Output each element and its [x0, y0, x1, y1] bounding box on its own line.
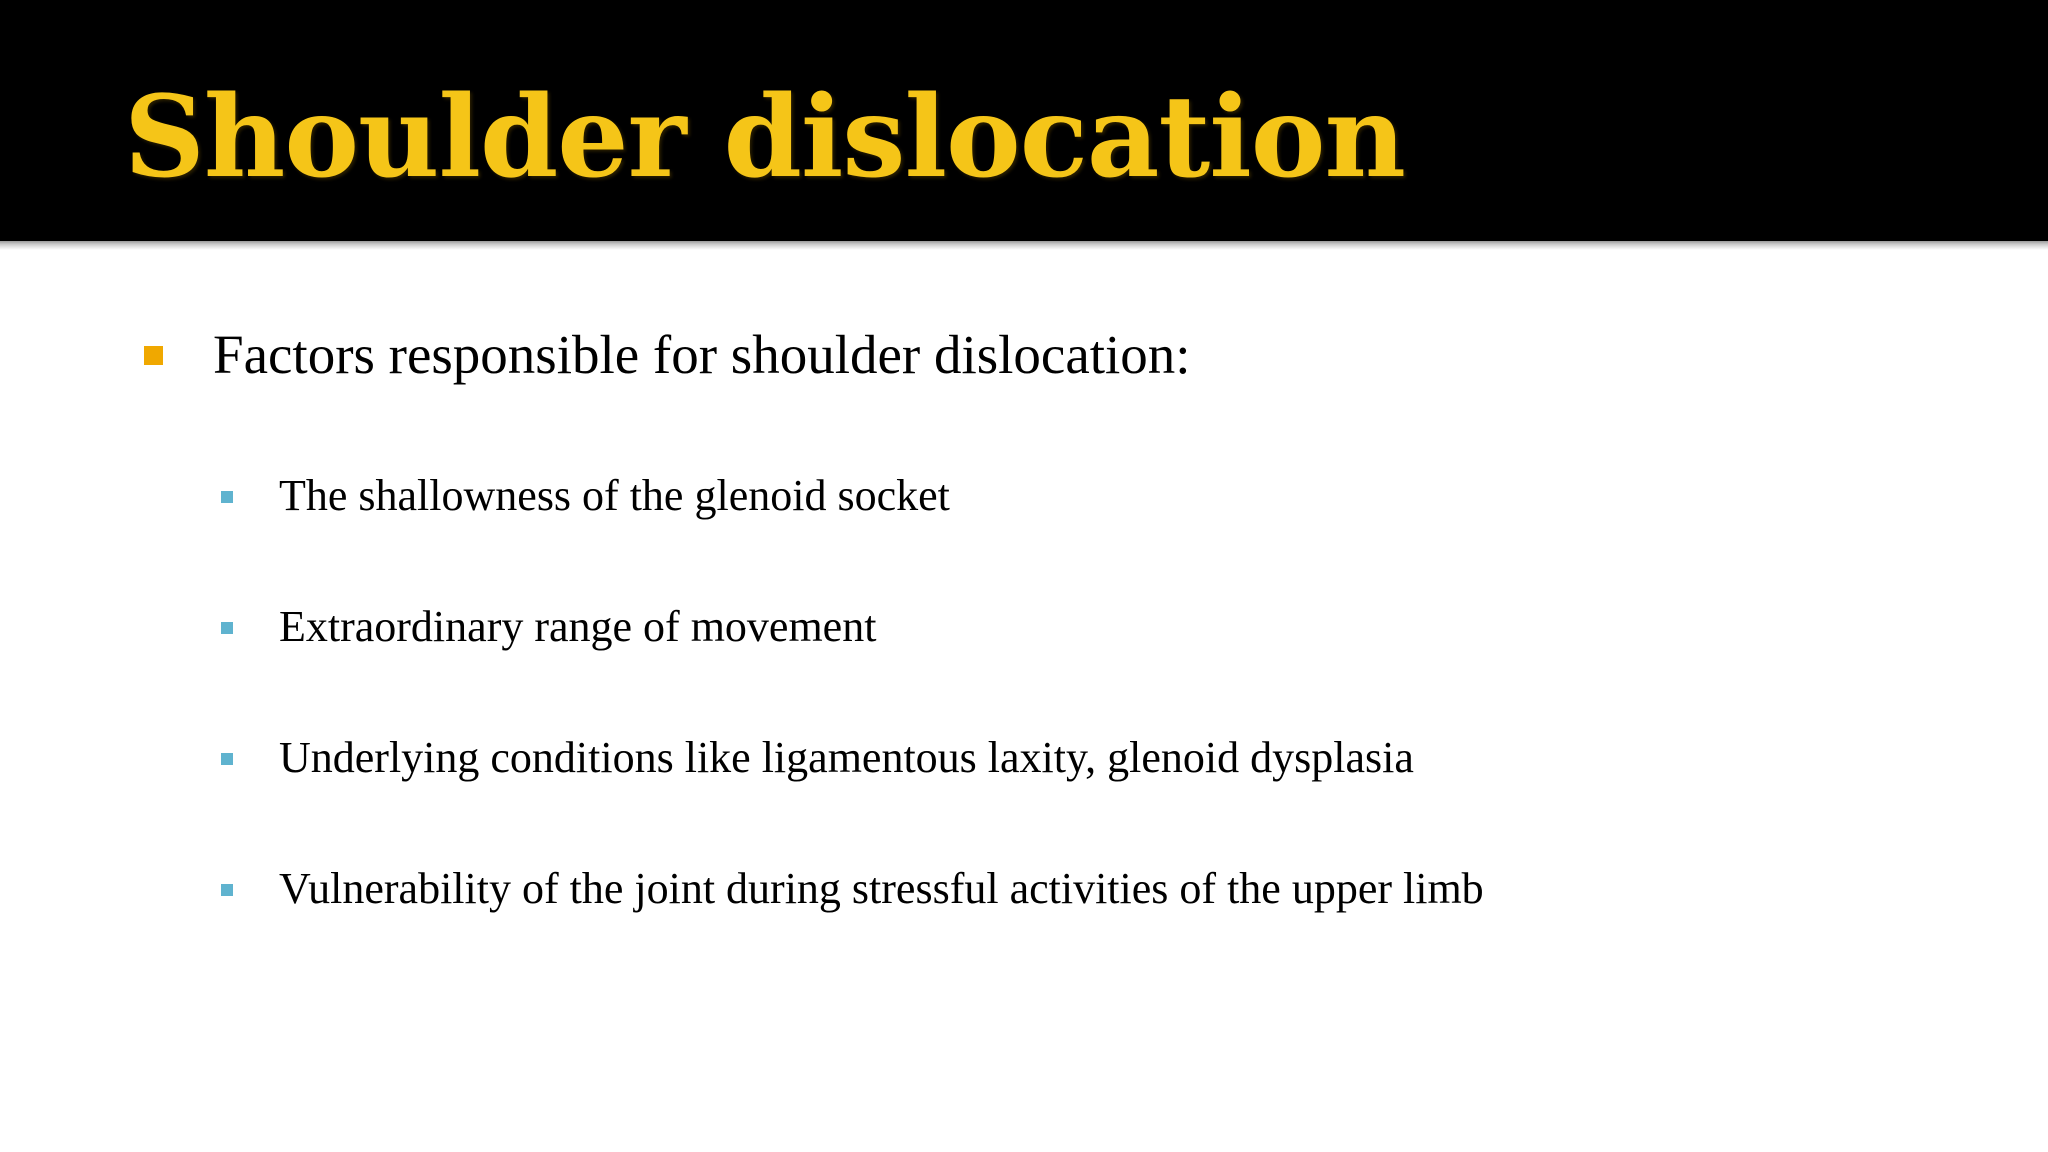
sub-bullet-text: Underlying conditions like ligamentous laxity, glenoid dysplasia	[279, 733, 1414, 782]
sub-bullet-text: Extraordinary range of movement	[279, 602, 877, 651]
list-item	[0, 861, 2048, 921]
list-item	[0, 468, 2048, 528]
list-item	[0, 599, 2048, 659]
main-bullet-text: Factors responsible for shoulder dislocation:	[213, 324, 1191, 385]
small-square-bullet-icon	[221, 884, 233, 896]
sub-bullet-text: Vulnerability of the joint during stressful activities of the upper limb	[279, 864, 1484, 913]
slide-title: Shoulder dislocation	[124, 72, 1405, 203]
small-square-bullet-icon	[221, 491, 233, 503]
list-item	[0, 730, 2048, 790]
small-square-bullet-icon	[221, 622, 233, 634]
square-bullet-icon	[144, 346, 163, 365]
sub-bullet-text: The shallowness of the glenoid socket	[279, 471, 950, 520]
small-square-bullet-icon	[221, 753, 233, 765]
